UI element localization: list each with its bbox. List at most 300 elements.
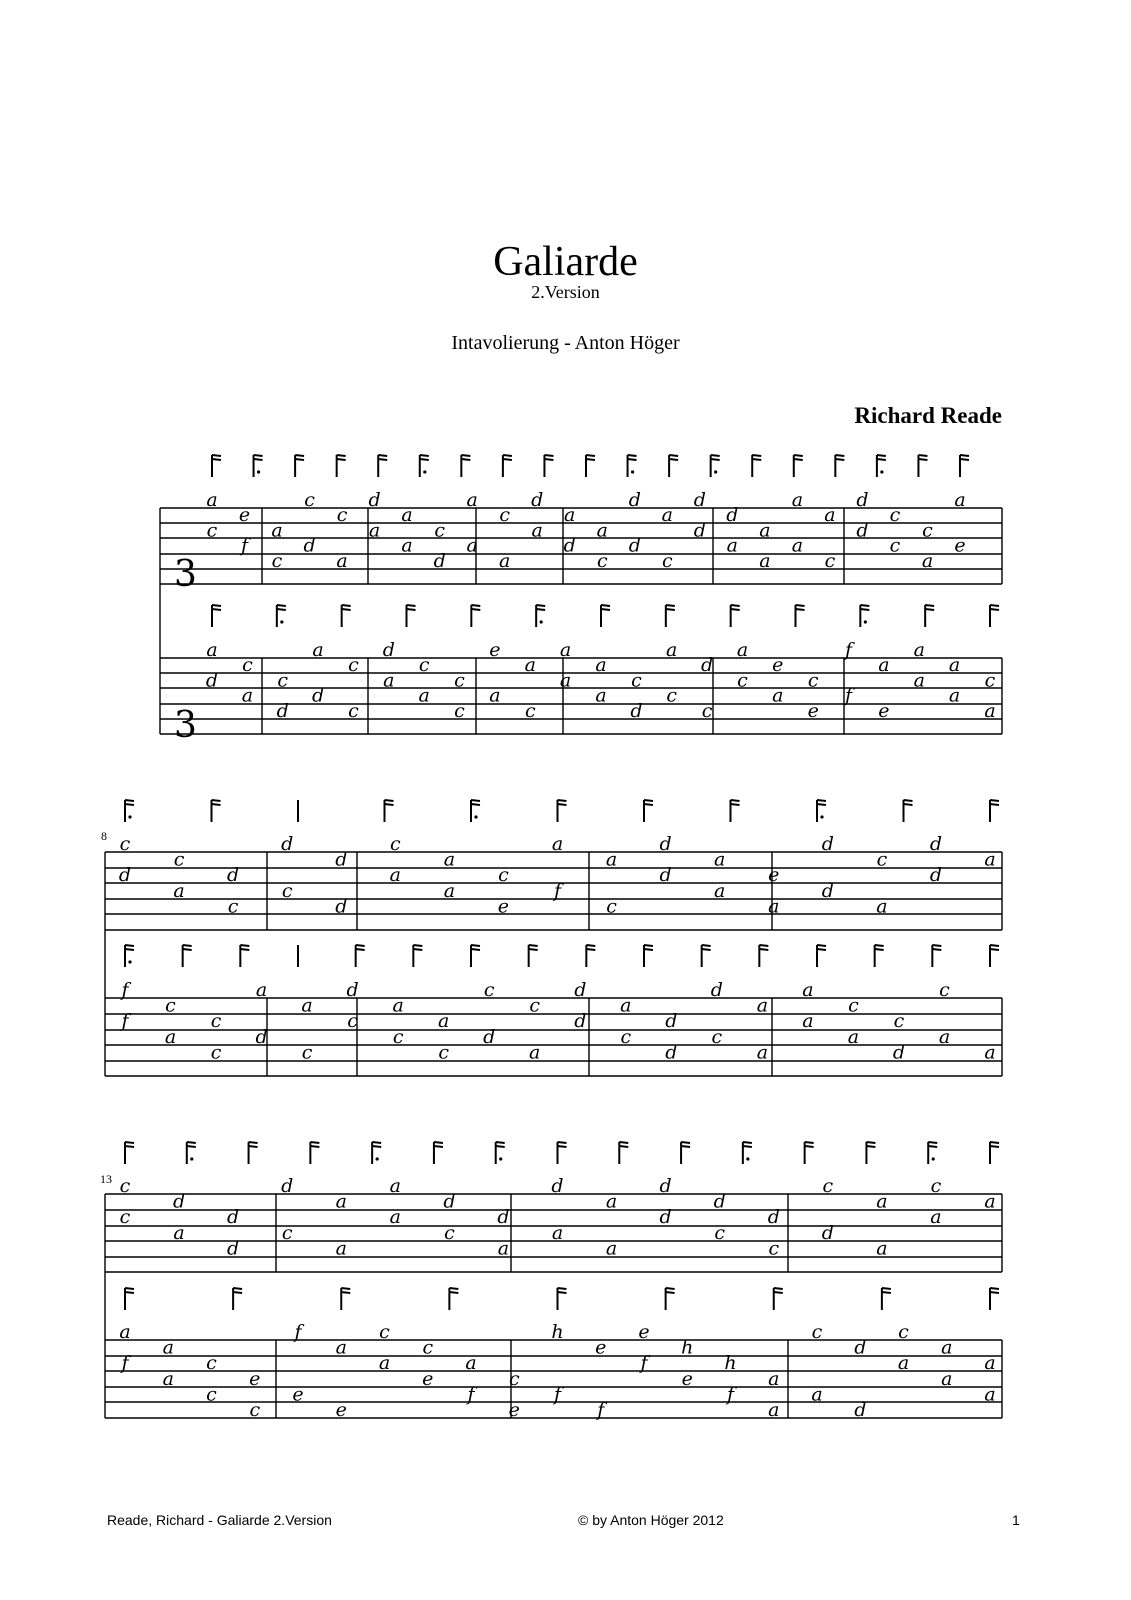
tab-letter: f	[467, 1383, 475, 1406]
tab-letter: a	[559, 639, 572, 661]
tab-letter: e	[335, 1399, 347, 1421]
tab-letter: a	[335, 1190, 347, 1213]
rhythm-flag	[669, 455, 678, 477]
tab-letter: a	[564, 504, 576, 527]
rhythm-flag	[817, 800, 826, 822]
footer-copyright: © by Anton Höger 2012	[578, 1512, 724, 1528]
tab-letter: d	[856, 489, 869, 511]
rhythm-flag	[774, 1288, 783, 1310]
page-subtitle: 2.Version	[531, 282, 600, 302]
rhythm-flag	[356, 945, 365, 967]
rhythm-flag	[558, 1288, 567, 1310]
tab-letter: a	[206, 639, 218, 661]
rhythm-flag	[125, 800, 134, 822]
rhythm-flag	[731, 605, 740, 627]
rhythm-flag	[342, 605, 351, 627]
tab-letter: c	[524, 699, 536, 722]
tab-letter: a	[271, 519, 283, 542]
tab-letter: d	[281, 1175, 294, 1197]
tab-letter: c	[666, 684, 678, 707]
tab-letter: c	[596, 549, 608, 572]
tab-letter: d	[929, 864, 942, 887]
tab-letter: c	[173, 848, 185, 871]
tab-letter: c	[389, 833, 401, 855]
tab-letter: a	[255, 979, 268, 1001]
tab-letter: a	[726, 534, 738, 557]
tab-letter: c	[822, 1175, 834, 1197]
tab-letter: a	[921, 549, 934, 572]
tab-letter: e	[681, 1367, 693, 1390]
tab-letter: d	[892, 1041, 905, 1064]
tab-letter: a	[605, 1190, 618, 1213]
tab-letter: e	[878, 699, 890, 722]
tab-letter: c	[227, 895, 239, 918]
tab-letter: c	[454, 669, 465, 692]
rhythm-flag	[866, 1142, 875, 1164]
tab-letter: d	[551, 1175, 564, 1197]
tab-letter: h	[724, 1352, 737, 1375]
tablature-letters	[119, 489, 996, 1421]
tab-letter: d	[628, 489, 641, 511]
tab-letter: d	[433, 549, 446, 572]
tab-letter: a	[529, 1041, 541, 1064]
tab-letter: h	[551, 1321, 564, 1343]
tab-letter: a	[948, 654, 961, 677]
tab-letter: d	[335, 895, 348, 918]
tab-letter: e	[238, 504, 251, 527]
tab-letter: d	[628, 534, 641, 557]
tab-letter: a	[878, 654, 890, 677]
tab-letter: d	[281, 833, 294, 855]
tab-letter: d	[382, 639, 395, 661]
tab-letter: a	[941, 1367, 953, 1390]
tab-letter: d	[227, 1206, 240, 1229]
tab-letter: c	[206, 1352, 217, 1375]
rhythm-flag	[882, 1288, 891, 1310]
tab-letter: c	[984, 669, 996, 692]
tab-letter: c	[281, 1221, 293, 1244]
tab-letter: a	[605, 1237, 618, 1260]
tab-letter: a	[389, 1206, 401, 1229]
rhythm-flag	[471, 800, 480, 822]
tab-letter: f	[726, 1383, 735, 1406]
tab-letter: c	[119, 1175, 131, 1197]
staff-lines	[105, 1340, 1002, 1418]
tab-letter: d	[665, 1010, 678, 1033]
tab-letter: f	[844, 684, 853, 707]
rhythm-flag	[254, 455, 263, 477]
tab-letter: c	[631, 669, 642, 692]
tab-letter: e	[638, 1321, 650, 1343]
tab-letter: a	[620, 994, 632, 1017]
tab-letter: a	[336, 549, 348, 572]
tab-letter: d	[118, 864, 132, 887]
rhythm-flag	[125, 945, 134, 967]
tab-letter: e	[489, 639, 501, 661]
tab-letter: a	[335, 1237, 347, 1260]
rhythm-flag	[420, 455, 429, 477]
tab-letter: d	[821, 833, 834, 855]
rhythm-flag	[666, 1288, 675, 1310]
tab-letter: d	[713, 1190, 726, 1213]
tab-letter: c	[893, 1010, 905, 1033]
tab-letter: d	[767, 1206, 780, 1229]
page-number: 1	[1012, 1512, 1020, 1528]
rhythm-flag	[471, 605, 480, 627]
rhythm-flag	[240, 945, 249, 967]
tab-letter: d	[227, 864, 240, 887]
tab-letter: a	[876, 895, 888, 918]
tab-letter: a	[383, 669, 395, 692]
tab-letter: c	[301, 1041, 313, 1064]
tab-letter: a	[173, 1221, 185, 1244]
rhythm-flag	[759, 945, 768, 967]
tab-letter: h	[681, 1336, 694, 1359]
tab-letter: c	[392, 1025, 404, 1048]
bar-number: 8	[101, 829, 107, 843]
tab-letter: a	[312, 639, 324, 661]
rhythm-flag	[681, 1142, 690, 1164]
rhythm-flag	[794, 455, 803, 477]
tab-letter: d	[710, 979, 723, 1001]
tab-letter: e	[954, 534, 966, 557]
rhythm-flag	[817, 945, 826, 967]
tab-letter: d	[483, 1025, 496, 1048]
rhythm-flag	[449, 1288, 458, 1310]
tab-letter: c	[271, 549, 283, 572]
rhythm-flag	[385, 800, 394, 822]
tab-letter: a	[438, 1010, 450, 1033]
rhythm-flag	[619, 1142, 628, 1164]
tab-letter: d	[659, 864, 672, 887]
tab-letter: c	[119, 833, 131, 855]
rhythm-flag	[125, 1142, 134, 1164]
tab-letter: a	[389, 1175, 401, 1197]
tab-letter: c	[661, 549, 673, 572]
rhythm-flag	[932, 945, 941, 967]
tab-letter: c	[848, 994, 859, 1017]
tab-letter: a	[465, 1352, 477, 1375]
tab-letter: e	[422, 1367, 434, 1390]
tab-letter: d	[929, 833, 942, 855]
tab-letter: a	[531, 519, 543, 542]
rhythm-flag	[990, 1142, 999, 1164]
tab-letter: a	[489, 684, 501, 707]
tab-letter: c	[379, 1321, 390, 1343]
tab-letter: a	[418, 684, 430, 707]
tab-letter: c	[304, 489, 315, 511]
tab-letter: a	[984, 1352, 996, 1375]
rhythm-flag	[796, 605, 805, 627]
tab-letter: a	[768, 895, 780, 918]
tab-letter: f	[294, 1321, 302, 1343]
rhythm-flag	[212, 800, 221, 822]
tab-letter: f	[844, 639, 853, 661]
tab-letter: f	[240, 534, 249, 557]
tab-letter: a	[443, 879, 456, 902]
tab-letter: c	[824, 549, 836, 572]
tab-letter: a	[443, 848, 456, 871]
tab-letter: d	[255, 1025, 268, 1048]
rhythm-flag	[249, 1142, 258, 1164]
rhythm-flag	[496, 1142, 505, 1164]
rhythm-flag	[586, 455, 595, 477]
tab-letter: a	[791, 489, 804, 511]
rhythm-flag	[805, 1142, 814, 1164]
time-signature: 3	[174, 554, 197, 595]
tab-letter: c	[807, 669, 819, 692]
tab-letter: d	[173, 1190, 186, 1213]
tab-letter: d	[693, 489, 706, 511]
tab-letter: f	[553, 1383, 562, 1406]
rhythm-flag	[990, 945, 999, 967]
tab-letter: a	[824, 504, 836, 527]
tab-letter: d	[368, 489, 381, 511]
rhythm-flag	[503, 455, 512, 477]
tab-letter: a	[551, 1221, 564, 1244]
tab-letter: c	[768, 1237, 780, 1260]
tab-letter: c	[498, 864, 509, 887]
tab-letter: d	[335, 848, 348, 871]
tab-letter: c	[711, 1025, 723, 1048]
bar-lines	[267, 998, 1002, 1076]
tab-letter: a	[802, 979, 814, 1001]
tab-letter: c	[206, 1383, 217, 1406]
rhythm-flag	[904, 800, 913, 822]
tab-letter: c	[889, 534, 901, 557]
tab-letter: c	[876, 848, 888, 871]
tab-letter: e	[292, 1383, 304, 1406]
rhythm-flag	[586, 945, 595, 967]
tab-letter: a	[164, 1025, 177, 1048]
tab-letter: a	[913, 669, 925, 692]
tab-letter: d	[630, 699, 643, 722]
tab-letter: c	[889, 504, 901, 527]
tab-letter: c	[210, 1041, 222, 1064]
rhythm-flag	[990, 605, 999, 627]
composer-name: Richard Reade	[854, 403, 1002, 428]
tab-letter: f	[121, 1010, 129, 1033]
tab-letter: a	[772, 684, 784, 707]
rhythm-flag	[337, 455, 346, 477]
rhythm-flag	[752, 455, 761, 477]
tab-letter: a	[666, 639, 678, 661]
tab-letter: a	[596, 519, 608, 542]
tab-letter: c	[336, 504, 348, 527]
rhythm-flag	[860, 605, 869, 627]
rhythm-flag	[960, 455, 969, 477]
rhythm-flag	[413, 945, 422, 967]
tab-letter: a	[897, 1352, 910, 1375]
rhythm-flag	[310, 1142, 319, 1164]
rhythm-flag	[990, 800, 999, 822]
tab-letter: a	[802, 1010, 814, 1033]
tab-letter: e	[772, 654, 784, 677]
tab-letter: d	[574, 979, 587, 1001]
rhythm-flag	[125, 1288, 134, 1310]
rhythm-flag	[407, 605, 416, 627]
tab-letter: a	[756, 1041, 769, 1064]
tab-letter: d	[574, 1010, 587, 1033]
tab-letter: a	[811, 1383, 823, 1406]
tab-letter: d	[303, 534, 316, 557]
tab-letter: d	[659, 1175, 672, 1197]
tab-letter: e	[508, 1399, 520, 1421]
tab-letter: a	[173, 879, 185, 902]
tab-letter: d	[312, 684, 325, 707]
rhythm-flag	[990, 1288, 999, 1310]
staff-lines	[160, 508, 1002, 584]
tab-letter: d	[497, 1206, 510, 1229]
tab-letter: a	[759, 519, 771, 542]
tab-letter: a	[876, 1237, 888, 1260]
tab-letter: c	[737, 669, 748, 692]
tab-letter: a	[368, 519, 381, 542]
rhythm-flag	[731, 800, 740, 822]
tab-letter: a	[941, 1336, 953, 1359]
tab-letter: c	[454, 699, 465, 722]
tab-letter: a	[497, 1237, 510, 1260]
tab-letter: d	[276, 699, 289, 722]
tab-letter: c	[348, 699, 359, 722]
tab-letter: c	[508, 1367, 520, 1390]
rhythm-flag	[233, 1288, 242, 1310]
tab-letter: a	[984, 1041, 996, 1064]
tab-letter: a	[984, 848, 996, 871]
tab-letter: d	[726, 504, 739, 527]
tab-letter: c	[242, 654, 253, 677]
rhythm-flag	[711, 455, 720, 477]
rhythm-flag	[835, 455, 844, 477]
tab-letter: c	[281, 879, 293, 902]
page-title: Galiarde	[493, 239, 638, 285]
tab-letter: a	[241, 684, 254, 707]
tab-letter: d	[701, 654, 714, 677]
tab-letter: d	[659, 1206, 672, 1229]
tab-letter: c	[206, 519, 218, 542]
tab-letter: c	[434, 519, 446, 542]
tab-letter: c	[529, 994, 541, 1017]
tab-letter: a	[930, 1206, 942, 1229]
tab-letter: a	[736, 639, 749, 661]
rhythm-flag	[628, 455, 637, 477]
bar-number: 13	[100, 1172, 112, 1186]
rhythm-flag	[743, 1142, 752, 1164]
rhythm-flag	[378, 455, 387, 477]
tab-letter: c	[422, 1336, 434, 1359]
tab-letter: c	[249, 1399, 261, 1421]
rhythm-flag	[212, 605, 221, 627]
rhythm-flag	[187, 1142, 196, 1164]
tab-letter: a	[768, 1399, 780, 1421]
tab-letter: c	[922, 519, 933, 542]
tab-letter: e	[497, 895, 510, 918]
tab-letter: a	[768, 1367, 780, 1390]
tab-letter: d	[563, 534, 576, 557]
tab-letter: a	[499, 549, 511, 572]
rhythm-flag	[601, 605, 610, 627]
tab-letter: e	[249, 1367, 261, 1390]
tab-letter: a	[524, 654, 536, 677]
tab-letter: a	[984, 1383, 996, 1406]
tab-letter: e	[807, 699, 819, 722]
tab-letter: a	[392, 994, 404, 1017]
tab-letter: a	[551, 833, 564, 855]
tab-letter: a	[984, 1190, 996, 1213]
tab-letter: a	[335, 1336, 347, 1359]
rhythm-flag	[536, 605, 545, 627]
tab-letter: c	[714, 1221, 726, 1244]
tab-letter: a	[595, 654, 607, 677]
tab-letter: d	[531, 489, 544, 511]
tab-letter: a	[301, 994, 313, 1017]
tab-letter: f	[553, 879, 562, 902]
staff-lines	[105, 998, 1002, 1076]
rhythm-flag	[877, 455, 886, 477]
tab-letter: a	[876, 1190, 888, 1213]
tab-letter: a	[913, 639, 925, 661]
tab-letter: d	[205, 669, 219, 692]
time-signature: 3	[174, 705, 197, 746]
tab-letter: c	[930, 1175, 942, 1197]
rhythm-flag	[928, 1142, 937, 1164]
arranger-line: Intavolierung - Anton Höger	[451, 332, 680, 354]
tab-letter: d	[821, 1221, 834, 1244]
tab-letter: e	[595, 1336, 607, 1359]
tab-letter: a	[206, 489, 218, 511]
tab-letter: f	[121, 979, 129, 1001]
rhythm-flag	[558, 800, 567, 822]
rhythm-flag	[702, 945, 711, 967]
tab-letter: f	[597, 1399, 605, 1421]
tab-letter: a	[714, 879, 726, 902]
rhythm-flag	[544, 455, 553, 477]
rhythm-flag	[644, 945, 653, 967]
rhythm-flag	[644, 800, 653, 822]
rhythm-flag	[925, 605, 934, 627]
tab-letter: a	[714, 848, 726, 871]
footer-source: Reade, Richard - Galiarde 2.Version	[107, 1512, 332, 1528]
tab-letter: a	[162, 1367, 174, 1390]
tab-letter: a	[401, 534, 413, 557]
tab-letter: c	[210, 1010, 222, 1033]
tab-letter: c	[438, 1041, 450, 1064]
tab-letter: d	[854, 1336, 867, 1359]
tab-letter: d	[227, 1237, 240, 1260]
tab-letter: c	[119, 1206, 131, 1229]
rhythm-flag	[558, 1142, 567, 1164]
tab-letter: a	[938, 1025, 951, 1048]
rhythm-flag	[183, 945, 192, 967]
tab-letter: a	[401, 504, 413, 527]
rhythm-flag	[212, 455, 221, 477]
rhythm-flag	[277, 605, 286, 627]
tab-letter: c	[444, 1221, 455, 1244]
tab-letter: a	[466, 534, 478, 557]
rhythm-flag	[434, 1142, 443, 1164]
rhythm-flag	[666, 605, 675, 627]
tab-letter: c	[939, 979, 950, 1001]
tab-letter: d	[854, 1399, 867, 1421]
tab-letter: c	[347, 1010, 358, 1033]
tab-letter: a	[162, 1336, 174, 1359]
tab-letter: d	[821, 879, 834, 902]
rhythm-flag	[471, 945, 480, 967]
tab-letter: a	[389, 864, 401, 887]
tab-letter: d	[346, 979, 359, 1001]
tab-letter: c	[898, 1321, 909, 1343]
tab-letter: c	[165, 994, 176, 1017]
